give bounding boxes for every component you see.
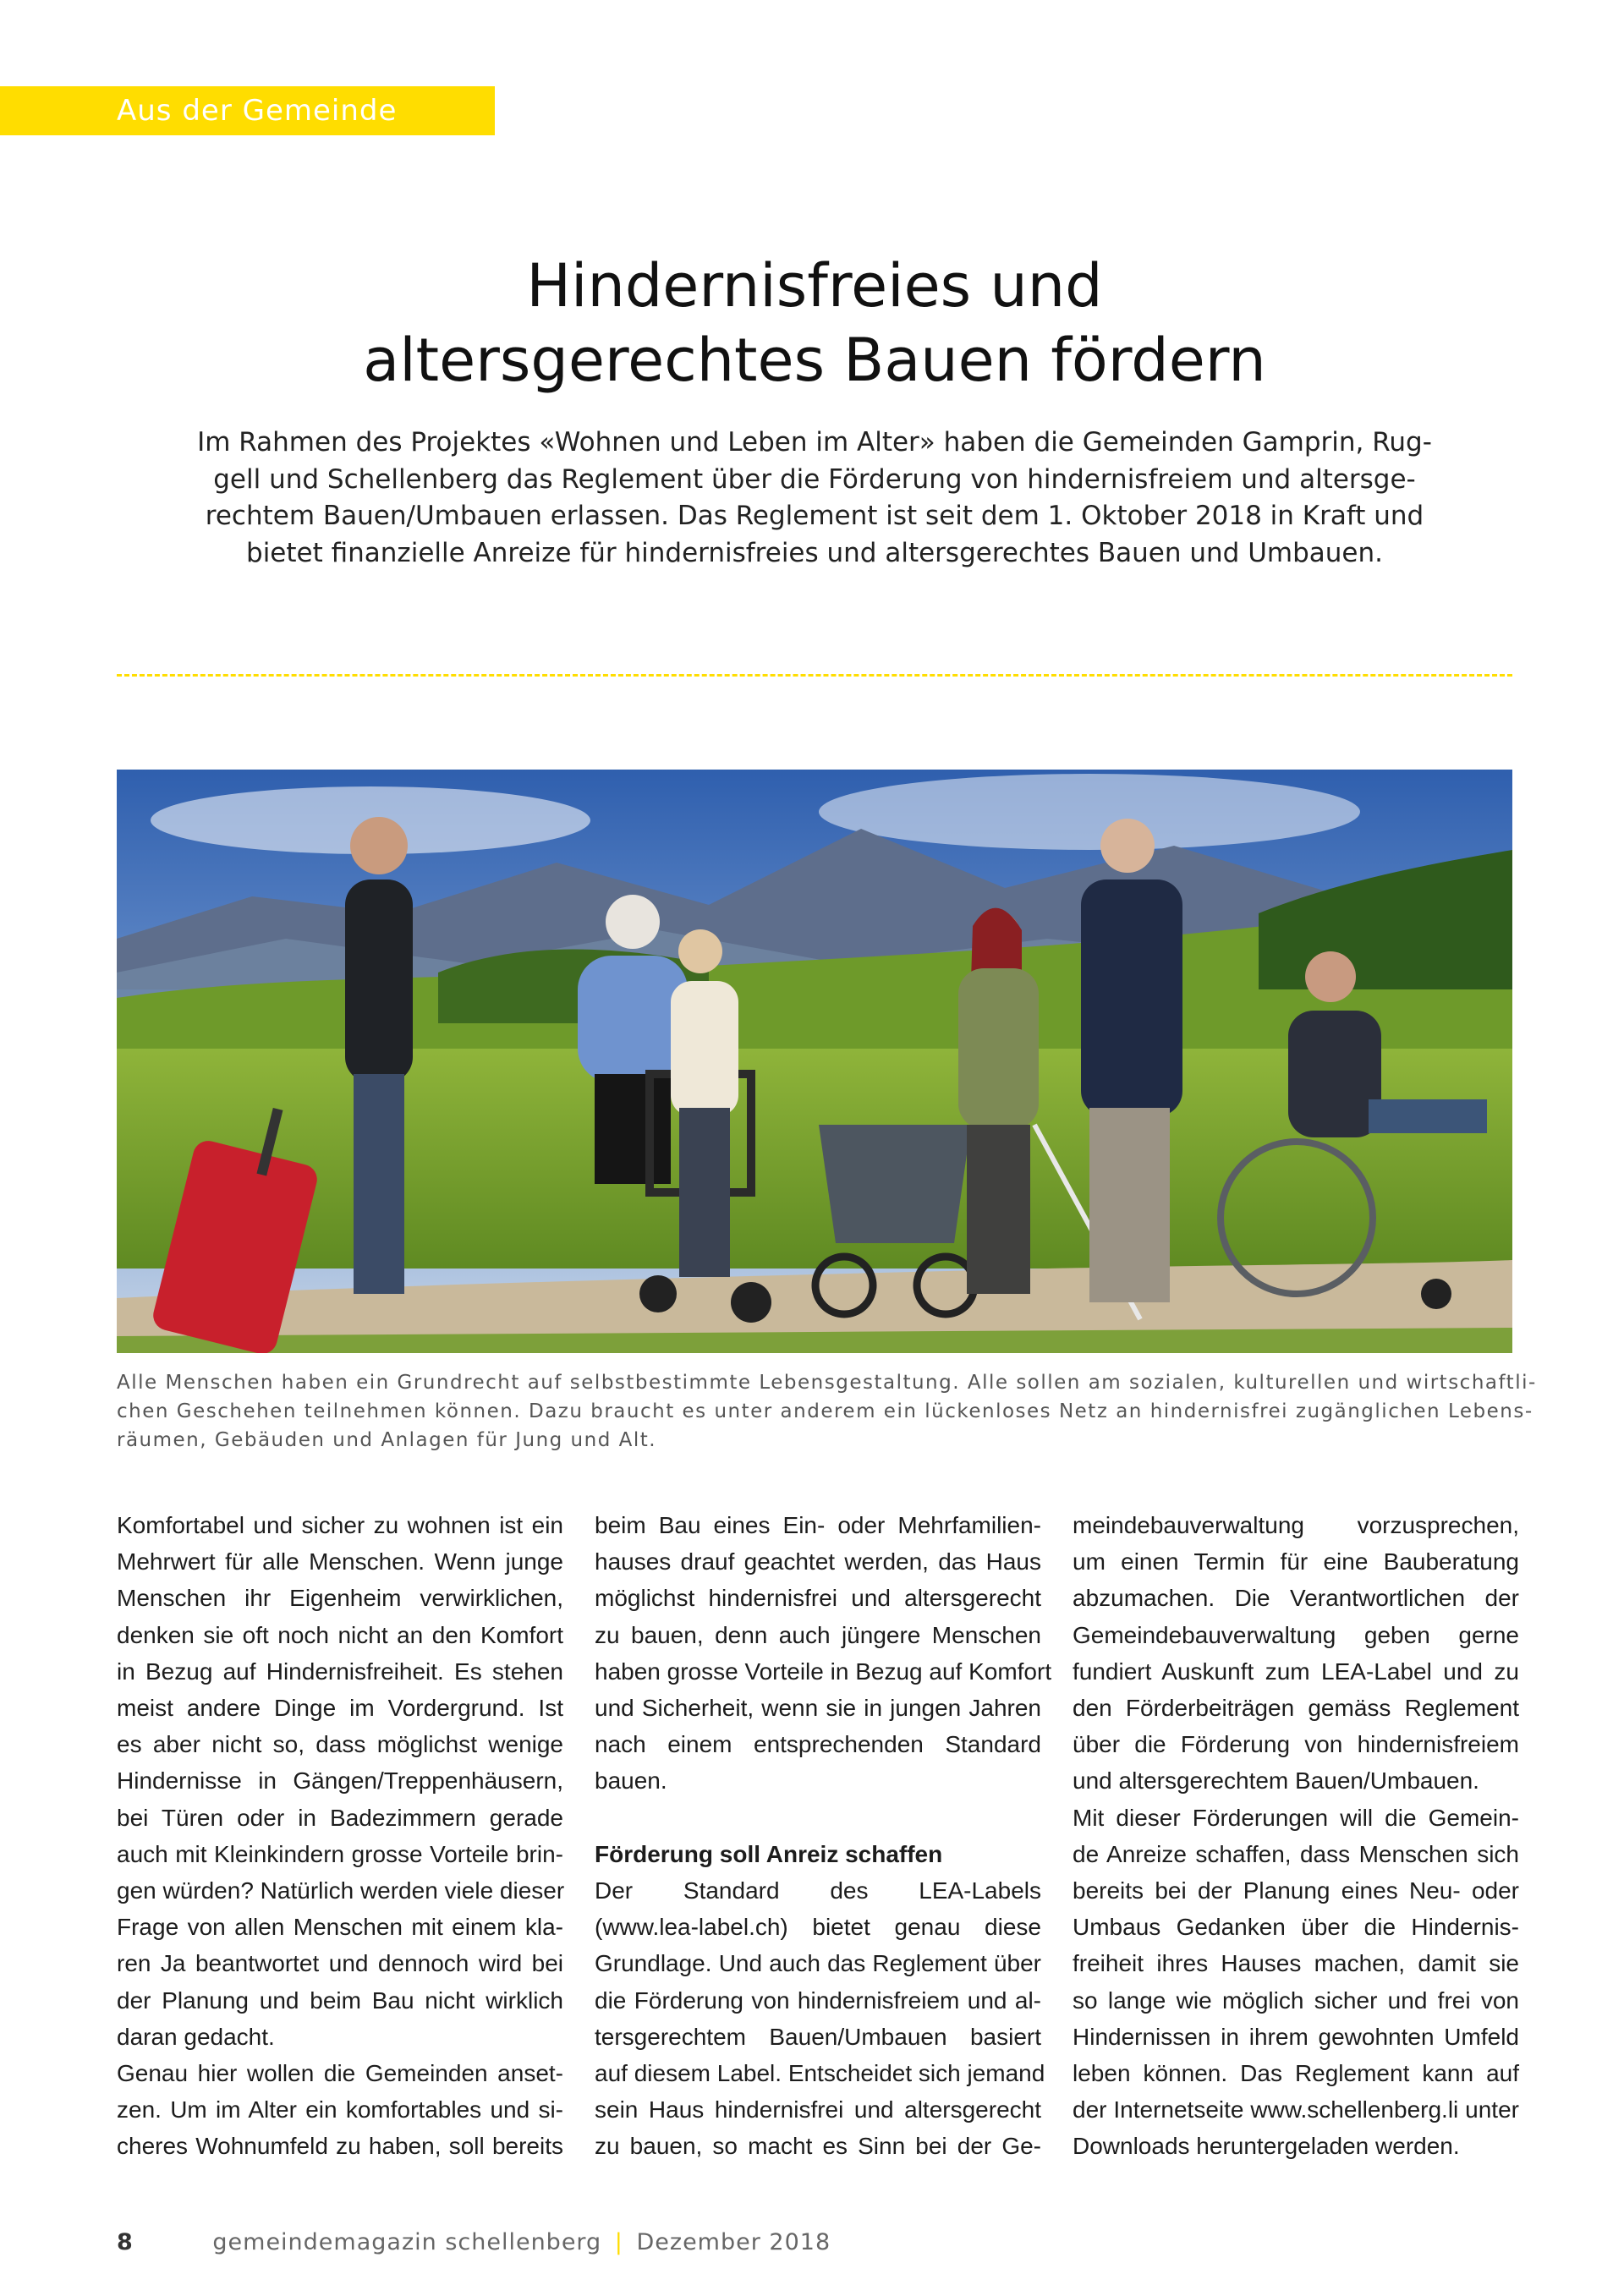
body-line: um einen Termin für eine Bauberatung bbox=[1073, 1548, 1519, 1575]
body-line: Der Standard des LEA-Labels bbox=[595, 1877, 1041, 1904]
body-line: und altersgerechtem Bauen/Umbauen. bbox=[1073, 1767, 1479, 1795]
body-line: tersgerechtem Bauen/Umbauen basiert bbox=[595, 2023, 1041, 2050]
body-line: abzumachen. Die Verantwortlichen der bbox=[1073, 1585, 1519, 1612]
subheading: Förderung soll Anreiz schaffen bbox=[595, 1840, 943, 1867]
body-line: Downloads heruntergeladen werden. bbox=[1073, 2133, 1460, 2160]
paragraph-gap bbox=[595, 1800, 1041, 1836]
page-number: 8 bbox=[117, 2229, 134, 2255]
body-line: daran gedacht. bbox=[117, 2023, 275, 2050]
dashed-divider bbox=[117, 674, 1512, 677]
body-line: freiheit ihres Hauses machen, damit sie bbox=[1073, 1950, 1519, 1977]
body-line: der Internetseite www.schellenberg.li unter bbox=[1073, 2096, 1519, 2123]
body-line: zen. Um im Alter ein komfortables und si- bbox=[117, 2096, 563, 2123]
body-line: zu bauen, denn auch jüngere Menschen bbox=[595, 1621, 1041, 1648]
body-line: meist andere Dinge im Vordergrund. Ist bbox=[117, 1695, 563, 1722]
article-photo bbox=[117, 770, 1512, 1353]
article-lead bbox=[195, 425, 1435, 572]
body-line: über die Förderung von hindernisfreiem bbox=[1073, 1731, 1519, 1758]
body-line: fundiert Auskunft zum LEA-Label und zu bbox=[1073, 1658, 1519, 1685]
photo-caption bbox=[117, 1368, 1537, 1455]
lead-line: bietet finanzielle Anreize für hindernisfreies und altersgerechtes Bauen und Umbauen. bbox=[246, 537, 1383, 568]
footer-separator: | bbox=[614, 2229, 623, 2255]
body-line: beim Bau eines Ein- oder Mehrfamilien- bbox=[595, 1512, 1041, 1538]
page-footer bbox=[117, 2229, 831, 2255]
body-line: bei Türen oder in Badezimmern gerade bbox=[117, 1804, 563, 1831]
body-line: Hindernissen in ihrem gewohnten Umfeld bbox=[1073, 2023, 1519, 2050]
body-line: auch mit Kleinkindern grosse Vorteile brin- bbox=[117, 1840, 563, 1867]
body-line: Mit dieser Förderungen will die Gemein- bbox=[1073, 1804, 1519, 1831]
body-line: haben grosse Vorteile in Bezug auf Komfort bbox=[595, 1658, 1052, 1685]
body-line: und Sicherheit, wenn sie in jungen Jahren bbox=[595, 1695, 1041, 1722]
body-line: in Bezug auf Hindernisfreiheit. Es stehen bbox=[117, 1658, 563, 1685]
publication-name: gemeindemagazin schellenberg bbox=[212, 2229, 602, 2255]
body-line: de Anreize schaffen, dass Menschen sich bbox=[1073, 1840, 1519, 1867]
body-line: leben können. Das Reglement kann auf bbox=[1073, 2060, 1519, 2087]
title-line: altersgerechtes Bauen fördern bbox=[363, 326, 1266, 395]
body-line: Menschen ihr Eigenheim verwirklichen, bbox=[117, 1585, 563, 1612]
caption-line: Alle Menschen haben ein Grundrecht auf selbstbestimmte Lebensgestaltung. Alle sollen am sozialen, kulturellen und wirtschaftli- bbox=[117, 1372, 1537, 1394]
article-title bbox=[117, 249, 1512, 397]
body-column-3 bbox=[1073, 1507, 1519, 2165]
section-tag bbox=[0, 86, 495, 135]
lead-line: rechtem Bauen/Umbauen erlassen. Das Reglement ist seit dem 1. Oktober 2018 in Kraft und bbox=[205, 501, 1424, 531]
body-line: cheres Wohnumfeld zu haben, soll bereits bbox=[117, 2133, 563, 2160]
caption-line: chen Geschehen teilnehmen können. Dazu braucht es unter anderem ein lückenloses Netz an hindernisfrei zugänglichen Lebens- bbox=[117, 1400, 1533, 1422]
body-line: Umbaus Gedanken über die Hindernis- bbox=[1073, 1914, 1519, 1941]
body-line: der Planung und beim Bau nicht wirklich bbox=[117, 1986, 563, 2014]
body-line: sein Haus hindernisfrei und altersgerecht bbox=[595, 2096, 1041, 2123]
issue-date: Dezember 2018 bbox=[636, 2229, 831, 2255]
body-line: möglichst hindernisfrei und altersgerecht bbox=[595, 1585, 1041, 1612]
body-line: nach einem entsprechenden Standard bbox=[595, 1731, 1041, 1758]
body-line: hauses drauf geachtet werden, das Haus bbox=[595, 1548, 1041, 1575]
body-line: Grundlage. Und auch das Reglement über bbox=[595, 1950, 1041, 1977]
body-line: Genau hier wollen die Gemeinden anset- bbox=[117, 2060, 563, 2087]
section-label: Aus der Gemeinde bbox=[117, 94, 398, 128]
body-line: meindebauverwaltung vorzusprechen, bbox=[1073, 1512, 1519, 1538]
body-line: Frage von allen Menschen mit einem kla- bbox=[117, 1914, 563, 1941]
body-line: auf diesem Label. Entscheidet sich jemand bbox=[595, 2060, 1045, 2087]
body-column-1 bbox=[117, 1507, 563, 2165]
body-line: Komfortabel und sicher zu wohnen ist ein bbox=[117, 1512, 563, 1538]
lead-line: Im Rahmen des Projektes «Wohnen und Leben im Alter» haben die Gemeinden Gamprin, Rug- bbox=[197, 427, 1432, 458]
body-line: es aber nicht so, dass möglichst wenige bbox=[117, 1731, 563, 1758]
body-line: so lange wie möglich sicher und frei von bbox=[1073, 1986, 1519, 2014]
body-line: bereits bei der Planung eines Neu- oder bbox=[1073, 1877, 1519, 1904]
body-line: Mehrwert für alle Menschen. Wenn junge bbox=[117, 1548, 563, 1575]
body-line: gen würden? Natürlich werden viele dieser bbox=[117, 1877, 565, 1904]
title-line: Hindernisfreies und bbox=[526, 251, 1103, 321]
lead-line: gell und Schellenberg das Reglement über die Förderung von hindernisfreiem und altersge- bbox=[213, 463, 1416, 495]
body-line: (www.lea-label.ch) bietet genau diese bbox=[595, 1914, 1041, 1941]
caption-line: räumen, Gebäuden und Anlagen für Jung und Alt. bbox=[117, 1429, 657, 1451]
body-line: bauen. bbox=[595, 1767, 667, 1795]
body-line: den Förderbeiträgen gemäss Reglement bbox=[1073, 1695, 1519, 1722]
body-line: ren Ja beantwortet und dennoch wird bei bbox=[117, 1950, 563, 1977]
body-line: die Förderung von hindernisfreiem und al- bbox=[595, 1986, 1041, 2014]
body-line: denken sie oft noch nicht an den Komfort bbox=[117, 1621, 563, 1648]
body-line: Hindernisse in Gängen/Treppenhäusern, bbox=[117, 1767, 563, 1795]
photo-illustration bbox=[117, 770, 1512, 1353]
body-line: zu bauen, so macht es Sinn bei der Ge- bbox=[595, 2133, 1041, 2160]
body-column-2 bbox=[595, 1507, 1052, 2165]
body-line: Gemeindebauverwaltung geben gerne bbox=[1073, 1621, 1519, 1648]
